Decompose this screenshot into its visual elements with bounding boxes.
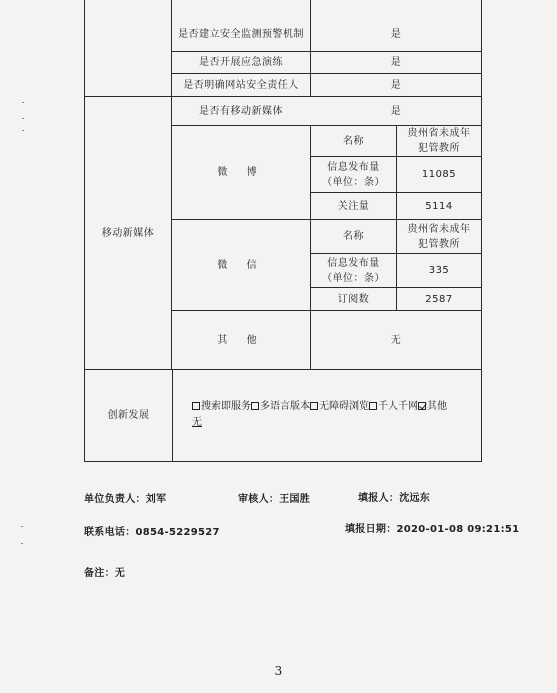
note: 备注：无 bbox=[84, 568, 126, 579]
weixin-count-label: 信息发布量（单位：条） bbox=[322, 257, 385, 284]
option-accessibility[interactable]: 无障碍浏览 bbox=[310, 401, 369, 412]
row-value-drill: 是 bbox=[390, 57, 402, 68]
scan-mark bbox=[22, 130, 24, 131]
option-personalized[interactable]: 千人千网 bbox=[369, 401, 418, 412]
weixin-name-value: 贵州省未成年犯管教所 bbox=[407, 223, 471, 250]
row-value-monitoring: 是 bbox=[390, 28, 402, 40]
weixin-sub-label: 订阅数 bbox=[337, 293, 370, 305]
row-label-monitoring: 是否建立安全监测预警机制 bbox=[178, 28, 304, 40]
other-value: 无 bbox=[390, 334, 402, 346]
weibo-name-value: 贵州省未成年犯管教所 bbox=[407, 128, 471, 154]
scan-mark bbox=[22, 118, 24, 119]
row-value-responsible: 是 bbox=[390, 79, 402, 91]
row-label-drill: 是否开展应急演练 bbox=[199, 57, 283, 68]
fill-date: 填报日期：2020-01-08 09:21:51 bbox=[345, 524, 520, 535]
weibo-count-value: 11085 bbox=[421, 169, 457, 180]
row-label-responsible: 是否明确网站安全责任人 bbox=[183, 79, 299, 91]
innovation-options bbox=[192, 399, 492, 431]
section-label-mobile: 移动新媒体 bbox=[101, 227, 155, 239]
has-mobile-value: 是 bbox=[390, 105, 402, 117]
page-number: 3 bbox=[274, 664, 283, 678]
contact-phone: 联系电话：0854-5229527 bbox=[84, 527, 220, 538]
has-mobile-label: 是否有移动新媒体 bbox=[199, 105, 283, 117]
weixin-name-label: 名称 bbox=[343, 231, 364, 242]
rule bbox=[84, 461, 482, 462]
weibo-name-label: 名称 bbox=[343, 135, 364, 147]
weibo-count-label: 信息发布量（单位：条） bbox=[322, 161, 385, 188]
scan-mark bbox=[22, 102, 24, 103]
checkbox-icon[interactable] bbox=[251, 402, 259, 410]
reviewer: 审核人：王国胜 bbox=[238, 494, 311, 505]
checkbox-icon[interactable] bbox=[369, 402, 377, 410]
weibo-follow-label: 关注量 bbox=[337, 200, 370, 212]
checkbox-icon[interactable] bbox=[310, 402, 318, 410]
checked-checkbox-icon[interactable] bbox=[418, 402, 426, 410]
other-label: 其 他 bbox=[217, 334, 265, 346]
filler: 填报人：沈远东 bbox=[358, 493, 431, 504]
option-multilingual[interactable]: 多语言版本 bbox=[251, 401, 310, 412]
rule bbox=[481, 0, 482, 462]
unit-head: 单位负责人：刘军 bbox=[84, 494, 167, 505]
checkbox-icon[interactable] bbox=[192, 402, 200, 410]
option-other[interactable]: 其他 bbox=[418, 401, 447, 412]
weixin-count-value: 335 bbox=[428, 265, 450, 276]
weibo-label: 微 博 bbox=[217, 167, 265, 178]
innovation-label: 创新发展 bbox=[107, 410, 150, 421]
scan-mark bbox=[21, 543, 23, 544]
scan-mark bbox=[21, 526, 23, 527]
weibo-follow-value: 5114 bbox=[425, 200, 453, 212]
weixin-label: 微 信 bbox=[217, 259, 265, 271]
option-search-service[interactable]: 搜索即服务 bbox=[192, 401, 251, 412]
rule bbox=[172, 369, 173, 462]
weixin-sub-value: 2587 bbox=[425, 293, 453, 305]
innovation-other-text: 无 bbox=[192, 417, 202, 428]
